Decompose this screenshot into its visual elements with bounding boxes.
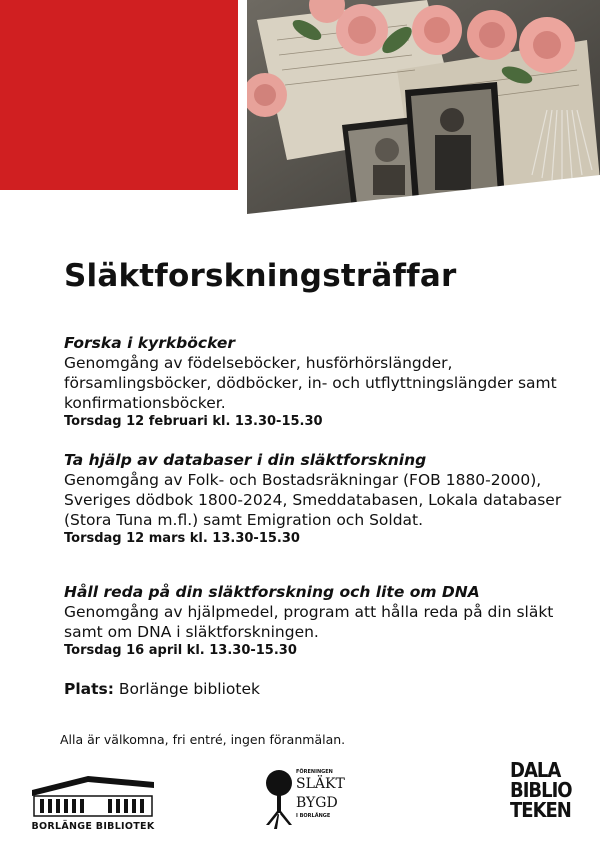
- session-datetime: Torsdag 16 april kl. 13.30-15.30: [64, 643, 297, 658]
- page-title: Släktforskningsträffar: [64, 258, 457, 294]
- session-heading: Håll reda på din släktforskning och lite om DNA: [64, 583, 480, 601]
- welcome-note: Alla är välkomna, fri entré, ingen föranmälan.: [60, 732, 346, 747]
- slakt-logo-bottom: I BORLÄNGE: [296, 813, 331, 819]
- dala-logo-line: DALA: [510, 758, 561, 782]
- red-accent-block: [0, 0, 238, 190]
- dala-logo-line: TEKEN: [510, 798, 571, 822]
- session-section-3: [64, 583, 564, 660]
- header-photo-genealogy: [247, 0, 600, 214]
- slakt-logo-line1: SLÄKT: [296, 776, 345, 792]
- borlange-logo-text: BORLÄNGE BIBLIOTEK: [31, 821, 155, 832]
- borlange-bibliotek-logo: [28, 772, 158, 832]
- slakt-och-bygd-logo: [262, 765, 345, 835]
- session-description: Genomgång av födelseböcker, husförhörslängder, församlingsböcker, dödböcker, in- och utflyttningslängder samt konfirmationsböcker.: [64, 354, 557, 412]
- session-description: Genomgång av hjälpmedel, program att hålla reda på din släkt samt om DNA i släktforskningen.: [64, 603, 554, 641]
- dala-logo-line: BIBLIO: [510, 778, 572, 802]
- dalabiblioteken-logo: [510, 760, 580, 820]
- slakt-logo-line2: BYGD: [296, 795, 338, 811]
- venue-value: Borlänge bibliotek: [118, 680, 260, 698]
- session-section-2: [64, 451, 564, 548]
- session-description: Genomgång av Folk- och Bostadsräkningar (FOB 1880-2000), Sveriges dödbok 1800-2024, Smeddatabasen, Lokala databaser (Stora Tuna m.fl.) samt Emigration och Soldat.: [64, 471, 562, 529]
- venue-label: Plats:: [64, 680, 114, 698]
- session-datetime: Torsdag 12 mars kl. 13.30-15.30: [64, 531, 300, 546]
- venue-line: [64, 680, 260, 698]
- session-heading: Ta hjälp av databaser i din släktforskning: [64, 451, 427, 469]
- session-heading: Forska i kyrkböcker: [64, 334, 235, 352]
- session-section-1: [64, 334, 564, 431]
- session-datetime: Torsdag 12 februari kl. 13.30-15.30: [64, 414, 323, 429]
- slakt-logo-top: FÖRENINGEN: [296, 769, 333, 775]
